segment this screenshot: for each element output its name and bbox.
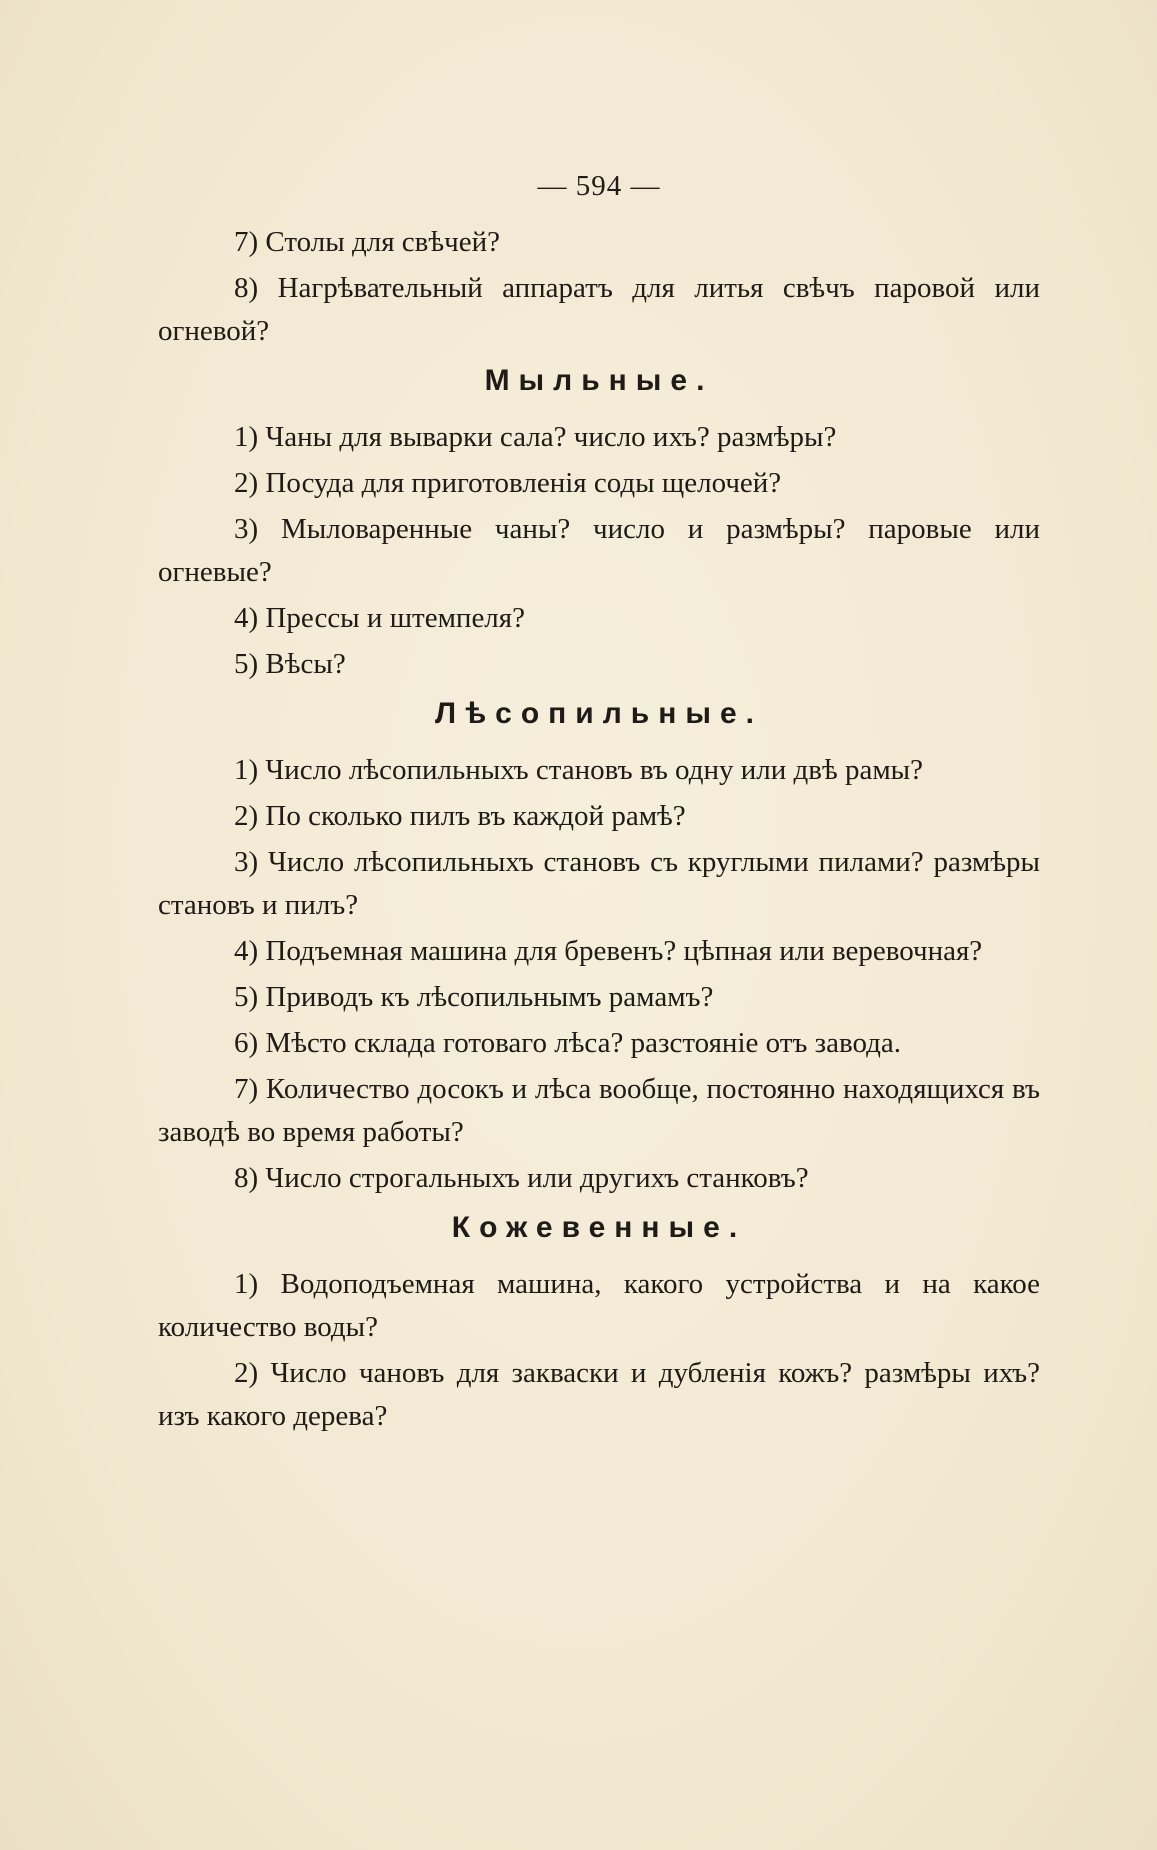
list-item: 5) Приводъ къ лѣсопильнымъ рамамъ? [234,981,714,1013]
list-item: 2) Посуда для приготовленія соды щелочей? [234,467,782,499]
list-item: 4) Прессы и штемпеля? [234,602,525,634]
list-item: 2) По сколько пилъ въ каждой рамѣ? [234,800,686,832]
list-item: 7) Столы для свѣчей? [234,226,500,258]
list-item: 5) Вѣсы? [234,648,346,680]
list-item: 3) Мыловаренные чаны? число и размѣры? паровые или огневые? [158,513,1040,588]
list-item: 1) Число лѣсопильныхъ становъ въ одну или двѣ рамы? [234,754,924,786]
section-heading-tannery: Кожевенные. [451,1211,747,1244]
list-item: 7) Количество досокъ и лѣса вообще, постоянно находящихся въ заводѣ во время работы? [158,1073,1040,1148]
list-item: 4) Подъемная машина для бревенъ? цѣпная или веревочная? [234,935,983,967]
list-item: 3) Число лѣсопильныхъ становъ съ круглыми пилами? размѣры становъ и пилъ? [158,846,1040,921]
text-column [158,165,1040,1441]
page-number: — 594 — [537,170,661,202]
list-item: 1) Чаны для выварки сала? число ихъ? размѣры? [234,421,837,453]
list-item: 6) Мѣсто склада готоваго лѣса? разстояніе отъ завода. [234,1027,902,1059]
section-heading-soap: Мыльные. [484,364,714,397]
list-item: 2) Число чановъ для закваски и дубленія кожъ? размѣры ихъ? изъ какого дерева? [158,1357,1040,1432]
list-item: 1) Водоподъемная машина, какого устройства и на какое количество воды? [158,1268,1040,1343]
list-item: 8) Число строгальныхъ или другихъ станковъ? [234,1162,809,1194]
section-heading-sawmill: Лѣсопильные. [435,697,763,730]
list-item: 8) Нагрѣвательный аппаратъ для литья свѣчъ паровой или огневой? [158,272,1040,347]
